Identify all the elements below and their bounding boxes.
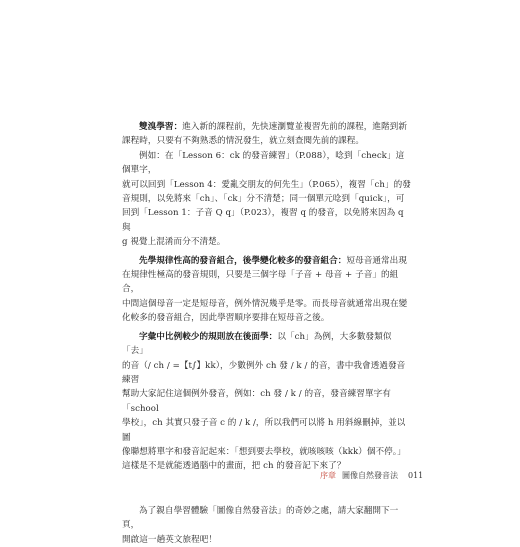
paragraph-double-learning [122,120,412,149]
text-line: 的音（/ ch / =【t∫】kk），少數例外 ch 發 / k / 的音，書中我會透過發音練習 [122,360,406,385]
text-line: g 視覺上混淆而分不清楚。 [122,237,226,248]
text-line: 以「ch」為例，大多數發類似「去」 [122,331,392,357]
paragraph-rare-rules [122,330,412,474]
paragraph-regular-first [122,254,412,326]
text-line: 音規則，以免將來「ch」、「ck」分不清楚；同一個單元唸到「quick」，可 [122,194,405,205]
body-text [122,120,412,547]
paragraph-example [122,149,412,250]
page-number: 011 [408,471,424,480]
text-line: 這樣是不是就能透過腦中的畫面，把 ch 的發音記下來了？ [122,461,346,472]
text-line: 像聯想將單字和發音記起來：「想到要去學校，就咳咳咳（kkk）個不停。」 [122,446,406,457]
text-line: 開啟這一趟英文旅程吧！ [122,534,218,545]
footer-book-title: 圖像自然發音法 [342,471,398,480]
text-line: 學校」，ch 其實只發子音 c 的 / k /，所以我們可以將 h 用斜線刪掉，並以圖 [122,418,406,443]
text-line: 中間這個母音一定是短母音，例外情況幾乎是零。而長母音就通常出現在變 [122,298,408,309]
footer-chapter: 序章 [320,471,336,480]
text-line: 在規律性極高的發音規則，只要是三個字母「子音 + 母音 + 子音」的組合， [122,270,399,295]
text-line: 課程時，只要有不夠熟悉的情況發生，就立刻查閱先前的課程。 [122,136,365,147]
text-line: 幫助大家記住這個例外發音，例如：ch 發 / k / 的音，發音練習單字有「school [122,389,391,414]
heading-regular-first: 先學規律性高的發音組合，後學變化較多的發音組合： [139,255,347,266]
text-line: 例如：在「Lesson 6：ck 的發音練習」（P.088），唸到「check」這個單字， [122,150,405,176]
heading-rare-rules: 字彙中比例較少的規則放在後面學： [139,331,278,342]
paragraph-closing [122,504,412,547]
page-footer [320,470,440,481]
heading-double-learning: 雙溴學習： [139,122,183,132]
text-line: 短母音通常出現 [346,255,407,266]
text-line: 進入新的課程前，先快速瀏覽並複習先前的課程，進階到新 [182,122,407,132]
text-line: 就可以回到「Lesson 4：愛亂交朋友的何先生」（P.065），複習「ch」的發 [122,179,411,190]
text-line: 化較多的發音組合，因此學習順序要排在短母音之後。 [122,313,330,324]
text-line: 回到「Lesson 1：子音 Q q」（P.023），複習 q 的發音，以免將來因為 q 與 [122,208,404,233]
text-line: 為了親自學習體驗「圖像自然發音法」的奇妙之處，請大家翻開下一頁， [122,505,399,531]
